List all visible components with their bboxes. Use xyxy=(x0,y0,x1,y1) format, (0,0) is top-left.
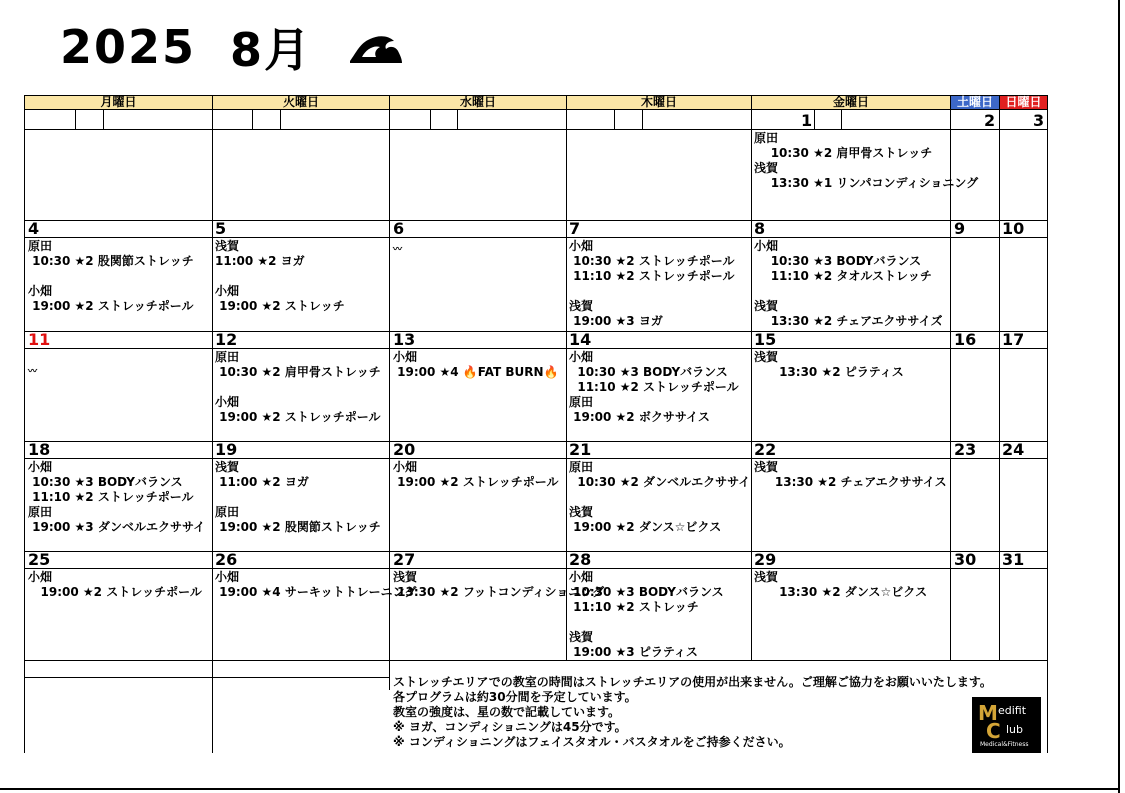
grid-line xyxy=(24,677,390,678)
day-number: 17 xyxy=(1002,330,1025,349)
day-number: 22 xyxy=(754,440,777,459)
day-number: 13 xyxy=(393,330,416,349)
schedule-entry: 浅賀 13:30 ★2 ダンス☆ビクス xyxy=(754,570,928,599)
medifit-club-logo xyxy=(972,697,1041,753)
weekday-wed: 水曜日 xyxy=(389,95,567,110)
grid-line xyxy=(212,110,213,753)
schedule-entry: 原田 10:30 ★2 肩甲骨ストレッチ 浅賀 13:30 ★1 リンパコンディショニング xyxy=(754,131,979,190)
grid-line xyxy=(252,110,253,129)
grid-line xyxy=(751,110,752,660)
day-number: 30 xyxy=(954,550,977,569)
title-month: 8月 xyxy=(230,23,313,77)
grid-line xyxy=(457,110,458,129)
grid-line xyxy=(24,331,1048,332)
weekday-sat: 土曜日 xyxy=(950,95,1000,110)
schedule-entry: 小畑 10:30 ★3 BODYバランス 11:10 ★2 ストレッチポール 原田 19:00 ★3 ダンベルエクササイ xyxy=(28,460,206,534)
day-number: 14 xyxy=(569,330,592,349)
day-number: 18 xyxy=(28,440,51,459)
day-number: 10 xyxy=(1002,219,1025,238)
grid-line xyxy=(814,110,815,129)
schedule-entry: 小畑 19:00 ★2 ストレッチポール xyxy=(393,460,559,489)
logo-tagline: Medical&Fitness xyxy=(980,741,1029,748)
day-number: 21 xyxy=(569,440,592,459)
grid-line xyxy=(280,110,281,129)
wave-icon xyxy=(348,27,404,67)
day-number: 26 xyxy=(215,550,238,569)
schedule-entry: 小畑 10:30 ★3 BODYバランス 11:10 ★2 ストレッチ 浅賀 19:00 ★3 ピラティス xyxy=(569,570,724,659)
day-number: 1 xyxy=(801,111,813,130)
grid-line xyxy=(24,220,1048,221)
grid-line xyxy=(841,110,842,129)
weekday-thu: 木曜日 xyxy=(566,95,752,110)
notes-text: ストレッチエリアでの教室の時間はストレッチエリアの使用が出来ません。ご理解ご協力をお願いいたします。 各プログラムは約30分間を予定しています。 教室の強度は、星の数で記載しています。 ※ ヨガ、コンディショニングは45分です。 ※ コンディショニングはフェイスタオル・バスタオルをご持参ください。 xyxy=(393,675,992,749)
calendar-grid xyxy=(24,95,1048,753)
grid-line xyxy=(24,110,25,753)
weekday-sun: 日曜日 xyxy=(999,95,1048,110)
day-number: 8 xyxy=(754,219,766,238)
grid-line xyxy=(24,568,1048,569)
day-number: 19 xyxy=(215,440,238,459)
day-number: 15 xyxy=(754,330,777,349)
grid-line xyxy=(24,551,1048,552)
schedule-entry: 小畑 10:30 ★3 BODYバランス 11:10 ★2 タオルストレッチ 浅賀 13:30 ★2 チェアエクササイズ xyxy=(754,239,943,328)
grid-line xyxy=(103,110,104,129)
schedule-entry: 浅賀 11:00 ★2 ヨガ 小畑 19:00 ★2 ストレッチ xyxy=(215,239,345,313)
schedule-entry: 〰 xyxy=(393,245,403,255)
page-frame-right xyxy=(1118,0,1120,793)
grid-line xyxy=(642,110,643,129)
grid-line xyxy=(24,660,1048,661)
schedule-entry: 〰 xyxy=(28,367,38,377)
schedule-entry: 小畑 19:00 ★4 サーキットトレーニング xyxy=(215,570,417,599)
day-number: 29 xyxy=(754,550,777,569)
schedule-entry: 小畑 19:00 ★4 🔥FAT BURN🔥 xyxy=(393,350,559,379)
weekday-tue: 火曜日 xyxy=(212,95,390,110)
grid-line xyxy=(75,110,76,129)
day-number: 25 xyxy=(28,550,51,569)
day-number: 5 xyxy=(215,219,227,238)
logo-letter-c: C xyxy=(986,719,1001,743)
grid-line xyxy=(389,110,390,690)
day-number: 12 xyxy=(215,330,238,349)
schedule-entry: 原田 10:30 ★2 股関節ストレッチ 小畑 19:00 ★2 ストレッチポール xyxy=(28,239,194,313)
grid-line xyxy=(614,110,615,129)
day-number: 7 xyxy=(569,219,581,238)
day-number: 31 xyxy=(1002,550,1025,569)
day-number: 16 xyxy=(954,330,977,349)
logo-letter-m: M xyxy=(978,701,998,725)
title-year: 2025 xyxy=(60,20,197,74)
schedule-entry: 小畑 19:00 ★2 ストレッチポール xyxy=(28,570,202,599)
schedule-entry: 浅賀 13:30 ★2 チェアエクササイス xyxy=(754,460,947,489)
schedule-entry: 小畑 10:30 ★2 ストレッチポール 11:10 ★2 ストレッチポール 浅賀 19:00 ★3 ヨガ xyxy=(569,239,735,328)
day-number: 2 xyxy=(984,111,996,130)
grid-line xyxy=(24,348,1048,349)
calendar-title xyxy=(60,14,404,80)
logo-text-lub: lub xyxy=(1006,723,1024,736)
weekday-mon: 月曜日 xyxy=(24,95,213,110)
day-number: 28 xyxy=(569,550,592,569)
day-number: 24 xyxy=(1002,440,1025,459)
day-number: 3 xyxy=(1033,111,1045,130)
schedule-entry: 原田 10:30 ★2 ダンベルエクササイ 浅賀 19:00 ★2 ダンス☆ビクス xyxy=(569,460,751,534)
schedule-entry: 浅賀 13:30 ★2 フットコンディショニング xyxy=(393,570,605,599)
grid-line xyxy=(24,129,1048,130)
schedule-entry: 浅賀 11:00 ★2 ヨガ 原田 19:00 ★2 股関節ストレッチ xyxy=(215,460,381,534)
day-number: 20 xyxy=(393,440,416,459)
grid-line xyxy=(950,110,951,660)
grid-line xyxy=(1047,110,1048,753)
day-number: 11 xyxy=(28,330,51,349)
schedule-entry: 浅賀 13:30 ★2 ピラティス xyxy=(754,350,904,379)
day-number: 23 xyxy=(954,440,977,459)
page-frame-bottom xyxy=(0,788,1120,790)
schedule-entry: 小畑 10:30 ★3 BODYバランス 11:10 ★2 ストレッチポール 原田 19:00 ★2 ボクササイス xyxy=(569,350,739,424)
day-number: 4 xyxy=(28,219,40,238)
grid-line xyxy=(24,237,1048,238)
day-number: 27 xyxy=(393,550,416,569)
weekday-fri: 金曜日 xyxy=(751,95,951,110)
grid-line xyxy=(430,110,431,129)
grid-line xyxy=(999,110,1000,660)
grid-line xyxy=(24,458,1048,459)
grid-line xyxy=(24,441,1048,442)
day-number: 9 xyxy=(954,219,966,238)
schedule-entry: 原田 10:30 ★2 肩甲骨ストレッチ 小畑 19:00 ★2 ストレッチポール xyxy=(215,350,381,424)
day-number: 6 xyxy=(393,219,405,238)
logo-text-edifit: edifit xyxy=(998,704,1027,717)
